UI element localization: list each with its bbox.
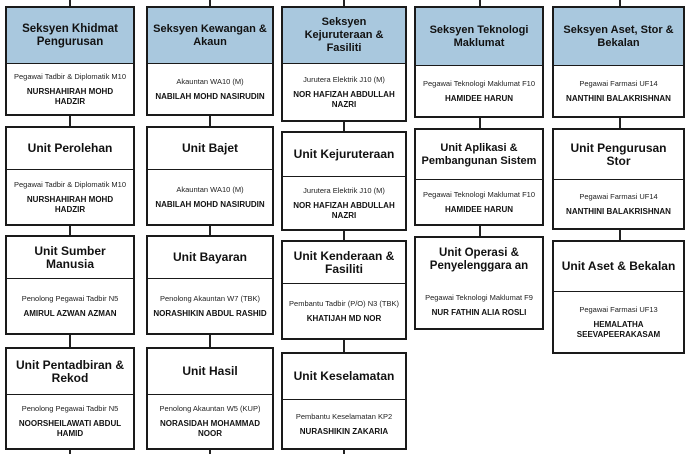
- section-title: Seksyen Teknologi Maklumat: [416, 8, 542, 66]
- person-name: HAMIDEE HARUN: [445, 204, 513, 214]
- person-name: KHATIJAH MD NOR: [306, 313, 382, 323]
- org-box-unit-perolehan: [5, 126, 135, 226]
- org-box-seksyen-aset-stor-bekalan: [552, 6, 685, 118]
- position-text: Penolong Akauntan W7 (TBK): [159, 293, 261, 303]
- org-box-unit-operasi-penyelenggaraan: [414, 236, 544, 330]
- person-name: HEMALATHA SEEVAPEERAKASAM: [576, 319, 661, 339]
- position-text: Penolong Akauntan W5 (KUP): [159, 404, 261, 413]
- position-text: Pegawai Tadbir & Diplomatik M10: [14, 71, 126, 81]
- person-name: NURSHAHIRAH MOHD HADZIR: [26, 194, 114, 214]
- org-box-seksyen-teknologi-maklumat: [414, 6, 544, 118]
- section-title: Seksyen Kewangan & Akaun: [148, 8, 272, 64]
- person-name: NURASHIKIN ZAKARIA: [299, 426, 389, 436]
- unit-title: Unit Bajet: [148, 128, 272, 170]
- position-text: Jurutera Elektrik J10 (M): [303, 74, 385, 84]
- unit-title: Unit Pentadbiran & Rekod: [7, 349, 133, 395]
- org-box-unit-kenderaan-fasiliti: [281, 240, 407, 340]
- org-box-unit-aplikasi-pembangunan-sistem: [414, 128, 544, 226]
- position-text: Pegawai Farmasi UF14: [579, 78, 658, 88]
- org-box-unit-bayaran: [146, 235, 274, 335]
- position-text: Pegawai Teknologi Maklumat F9: [425, 292, 533, 302]
- person-name: NORASHIKIN ABDUL RASHID: [153, 308, 267, 318]
- person-name: NABILAH MOHD NASIRUDIN: [155, 199, 265, 209]
- person-name: NANTHINI BALAKRISHNAN: [566, 206, 671, 216]
- org-box-unit-sumber-manusia: [5, 235, 135, 335]
- person-name: NORASIDAH MOHAMMAD NOOR: [160, 419, 260, 438]
- unit-title: Unit Kejuruteraan: [283, 133, 405, 177]
- org-box-unit-hasil: [146, 347, 274, 450]
- position-text: Pembantu Keselamatan KP2: [295, 411, 393, 421]
- org-box-unit-keselamatan: [281, 352, 407, 450]
- unit-title: Unit Operasi & Penyelenggara an: [429, 247, 529, 272]
- position-text: Pembantu Tadbir (P/O) N3 (TBK): [289, 298, 399, 308]
- org-box-seksyen-khidmat-pengurusan: [5, 6, 135, 116]
- person-name: NOORSHEILAWATI ABDUL HAMID: [18, 419, 122, 438]
- person-name: AMIRUL AZWAN AZMAN: [23, 308, 117, 318]
- person-name: HAMIDEE HARUN: [445, 93, 513, 103]
- unit-title: Unit Aplikasi & Pembangunan Sistem: [416, 130, 542, 180]
- position-text: Akauntan WA10 (M): [176, 76, 244, 86]
- unit-title: Unit Hasil: [148, 349, 272, 395]
- unit-title: Unit Bayaran: [148, 237, 272, 279]
- position-text: Pegawai Teknologi Maklumat F10: [422, 78, 535, 88]
- unit-title: Unit Pengurusan Stor: [554, 130, 683, 180]
- org-box-unit-bajet: [146, 126, 274, 226]
- person-name: NOR HAFIZAH ABDULLAH NAZRI: [293, 89, 395, 109]
- org-box-seksyen-kewangan-akaun: [146, 6, 274, 116]
- person-name: NOR HAFIZAH ABDULLAH NAZRI: [293, 200, 395, 220]
- org-box-seksyen-kejuruteraan-fasiliti: [281, 6, 407, 122]
- position-text: Pegawai Tadbir & Diplomatik M10: [14, 179, 126, 189]
- org-box-unit-pentadbiran-rekod: [5, 347, 135, 450]
- position-text: Pegawai Farmasi UF13: [579, 304, 658, 314]
- unit-title: Unit Perolehan: [7, 128, 133, 170]
- person-name: NURSHAHIRAH MOHD HADZIR: [26, 86, 114, 106]
- unit-title: Unit Aset & Bekalan: [554, 242, 683, 292]
- org-box-unit-aset-bekalan: [552, 240, 685, 354]
- section-title: Seksyen Aset, Stor & Bekalan: [554, 8, 683, 66]
- person-name: NUR FATHIN ALIA ROSLI: [431, 307, 527, 317]
- position-text: Akauntan WA10 (M): [176, 184, 244, 194]
- section-title: Seksyen Kejuruteraan & Fasiliti: [283, 8, 405, 64]
- unit-title: Unit Kenderaan & Fasiliti: [283, 242, 405, 284]
- position-text: Pegawai Teknologi Maklumat F10: [422, 189, 535, 199]
- unit-title: Unit Sumber Manusia: [7, 237, 133, 279]
- org-box-unit-pengurusan-stor: [552, 128, 685, 230]
- position-text: Jurutera Elektrik J10 (M): [303, 185, 385, 195]
- position-text: Penolong Pegawai Tadbir N5: [21, 404, 119, 413]
- section-title: Seksyen Khidmat Pengurusan: [7, 8, 133, 64]
- position-text: Penolong Pegawai Tadbir N5: [21, 293, 119, 303]
- org-box-unit-kejuruteraan: [281, 131, 407, 231]
- position-text: Pegawai Farmasi UF14: [579, 191, 658, 201]
- unit-title: Unit Keselamatan: [283, 354, 405, 400]
- person-name: NANTHINI BALAKRISHNAN: [566, 93, 671, 103]
- person-name: NABILAH MOHD NASIRUDIN: [155, 91, 265, 101]
